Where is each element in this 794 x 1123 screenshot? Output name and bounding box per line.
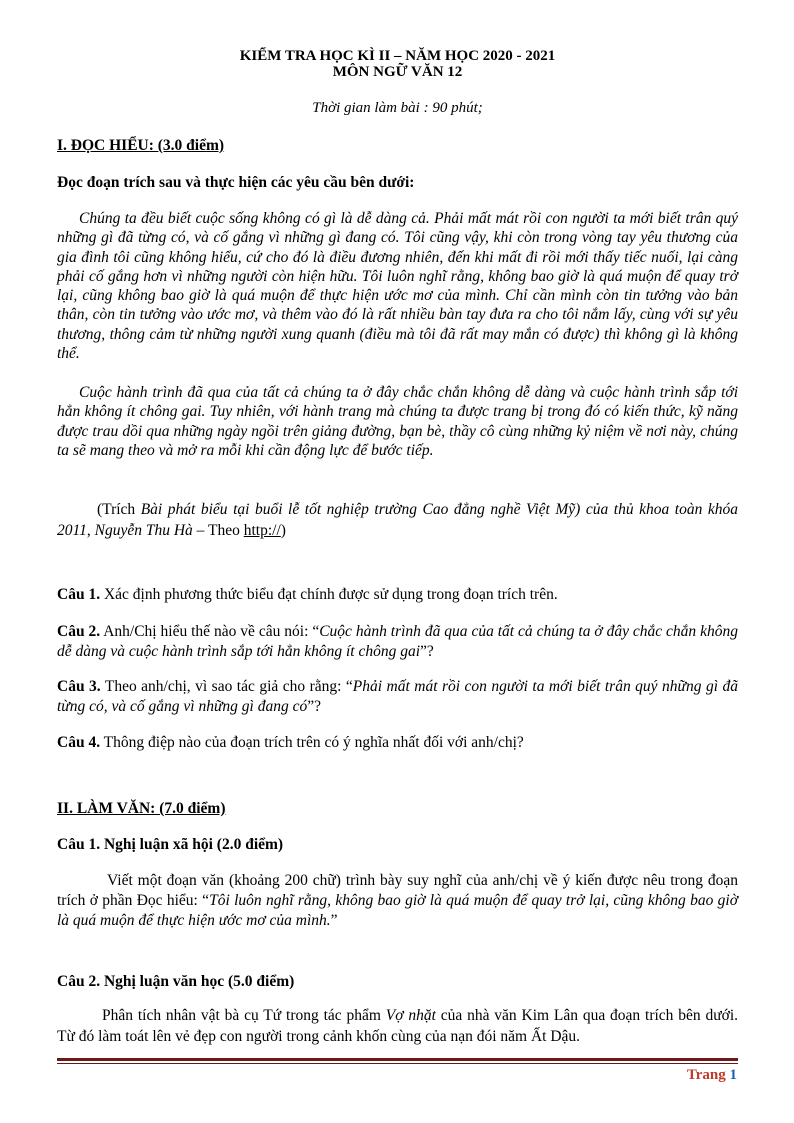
question-2-text: Anh/Chị hiểu thế nào về câu nói: “ [100, 623, 320, 640]
page-label: Trang [686, 1067, 726, 1083]
page-number [687, 1067, 737, 1084]
question-3-label: Câu 3. [57, 678, 101, 695]
footer-divider-thin [57, 1063, 738, 1064]
source-separator: , [86, 522, 95, 539]
q2-text-1: Phân tích nhân vật bà cụ Tứ trong tác phẩm [102, 1007, 386, 1024]
section-writing-heading: II. LÀM VĂN: (7.0 điểm) [57, 800, 226, 817]
passage-source [57, 499, 738, 541]
question-3-quote: Phải mất mát rồi con người ta mới biết trân quý những gì đã từng có, và cố gắng vì những gì đang có [57, 678, 738, 715]
question-1-label: Câu 1. [57, 586, 101, 603]
source-author: Nguyễn Thu Hà [94, 522, 193, 539]
writing-question-2-heading: Câu 2. Nghị luận văn học (5.0 điểm) [57, 973, 295, 990]
time-limit: Thời gian làm bài : 90 phút; [312, 100, 483, 116]
writing-question-1-prompt [57, 871, 738, 931]
question-4 [57, 733, 738, 753]
question-3 [57, 677, 738, 717]
question-4-label: Câu 4. [57, 734, 101, 751]
q1-quote: Tôi luôn nghĩ rằng, không bao giờ là quá muộn để quay trở lại, cũng không bao giờ là quá muộn để thực hiện ước mơ của mình. [57, 892, 738, 929]
question-4-text: Thông điệp nào của đoạn trích trên có ý nghĩa nhất đối với anh/chị? [100, 734, 524, 751]
source-mid: – Theo [192, 522, 244, 539]
footer-divider-thick [57, 1058, 738, 1061]
passage-paragraph-1: Chúng ta đều biết cuộc sống không có gì là dễ dàng cả. Phải mất mát rồi con người ta mới biết trân quý những gì đã từng có, và cố gắng vì những gì đang có. Tôi cũng vậy, khi còn trong vòng tay yêu thương của gia đình tôi cũng không hiểu, cứ cho đó là điều đương nhiên, đến khi mất đi rồi mới thấy tiếc nuối, lại càng phải cố gắng hơn vì những người còn hiện hữu. Tôi luôn nghĩ rằng, không bao giờ là quá muộn để quay trở lại, cũng không bao giờ là quá muộn để thực hiện ước mơ của mình. Chỉ cần mình còn tin tưởng vào bản thân, còn tin tưởng vào ước mơ, và thêm vào đó là rất nhiều bàn tay đưa ra cho tôi nắm lấy, cùng với sự yêu thương, thông cảm từ những người xung quanh (điều mà tôi đã rất may mắn có được) thì không gì là không thể. [57, 210, 738, 363]
question-2-after: ”? [420, 643, 434, 660]
question-2-label: Câu 2. [57, 623, 101, 640]
passage-paragraph-2: Cuộc hành trình đã qua của tất cả chúng ta ở đây chắc chắn không dễ dàng và cuộc hành trình sắp tới hẳn không ít chông gai. Tuy nhiên, với hành trang mà chúng ta được trang bị trong đó có kiến thức, kỹ năng được trau dồi qua những ngày ngồi trên giảng đường, bạn bè, thầy cô cùng những kỷ niệm về nơi này, chúng ta sẽ mang theo và mở ra mỗi khi cần động lực để bước tiếp. [57, 384, 738, 459]
source-link[interactable]: http:// [243, 522, 281, 539]
question-1 [57, 585, 738, 605]
q1-end: ” [330, 912, 338, 929]
question-2 [57, 622, 738, 662]
source-end: ) [280, 522, 286, 539]
source-title: Bài phát biểu tại buổi lễ tốt nghiệp trường Cao đẳng nghề Việt Mỹ) của thủ khoa toàn khóa 2011 [57, 501, 738, 539]
q1-text: Viết một đoạn văn (khoảng 200 chữ) trình bày suy nghĩ của anh/chị về ý kiến được nêu trong đoạn trích ở phần Đọc hiểu: “ [57, 872, 738, 909]
subject-title: MÔN NGỮ VĂN 12 [332, 64, 463, 80]
section-reading-heading: I. ĐỌC HIỂU: (3.0 điểm) [57, 137, 225, 154]
page-number-value: 1 [729, 1067, 737, 1083]
question-2-quote: Cuộc hành trình đã qua của tất cả chúng ta ở đây chắc chắn không dễ dàng và cuộc hành trình sắp tới hẳn không ít chông gai [57, 623, 738, 660]
question-3-after: ”? [307, 698, 321, 715]
source-prefix: (Trích [97, 501, 141, 518]
writing-question-2-prompt [57, 1005, 738, 1047]
writing-question-1-heading: Câu 1. Nghị luận xã hội (2.0 điểm) [57, 836, 284, 853]
question-1-text: Xác định phương thức biểu đạt chính được sử dụng trong đoạn trích trên. [100, 586, 558, 603]
exam-title: KIỂM TRA HỌC KÌ II – NĂM HỌC 2020 - 2021 [239, 48, 556, 64]
q2-work-title: Vợ nhặt [385, 1007, 436, 1024]
reading-instruction: Đọc đoạn trích sau và thực hiện các yêu cầu bên dưới: [57, 174, 415, 191]
q2-text-2: của nhà văn Kim Lân qua đoạn trích bên dưới. Từ đó làm toát lên vẻ đẹp con người trong cảnh khốn cùng của nạn đói năm Ất Dậu. [57, 1007, 738, 1045]
question-3-text: Theo anh/chị, vì sao tác giả cho rằng: “ [100, 678, 353, 695]
